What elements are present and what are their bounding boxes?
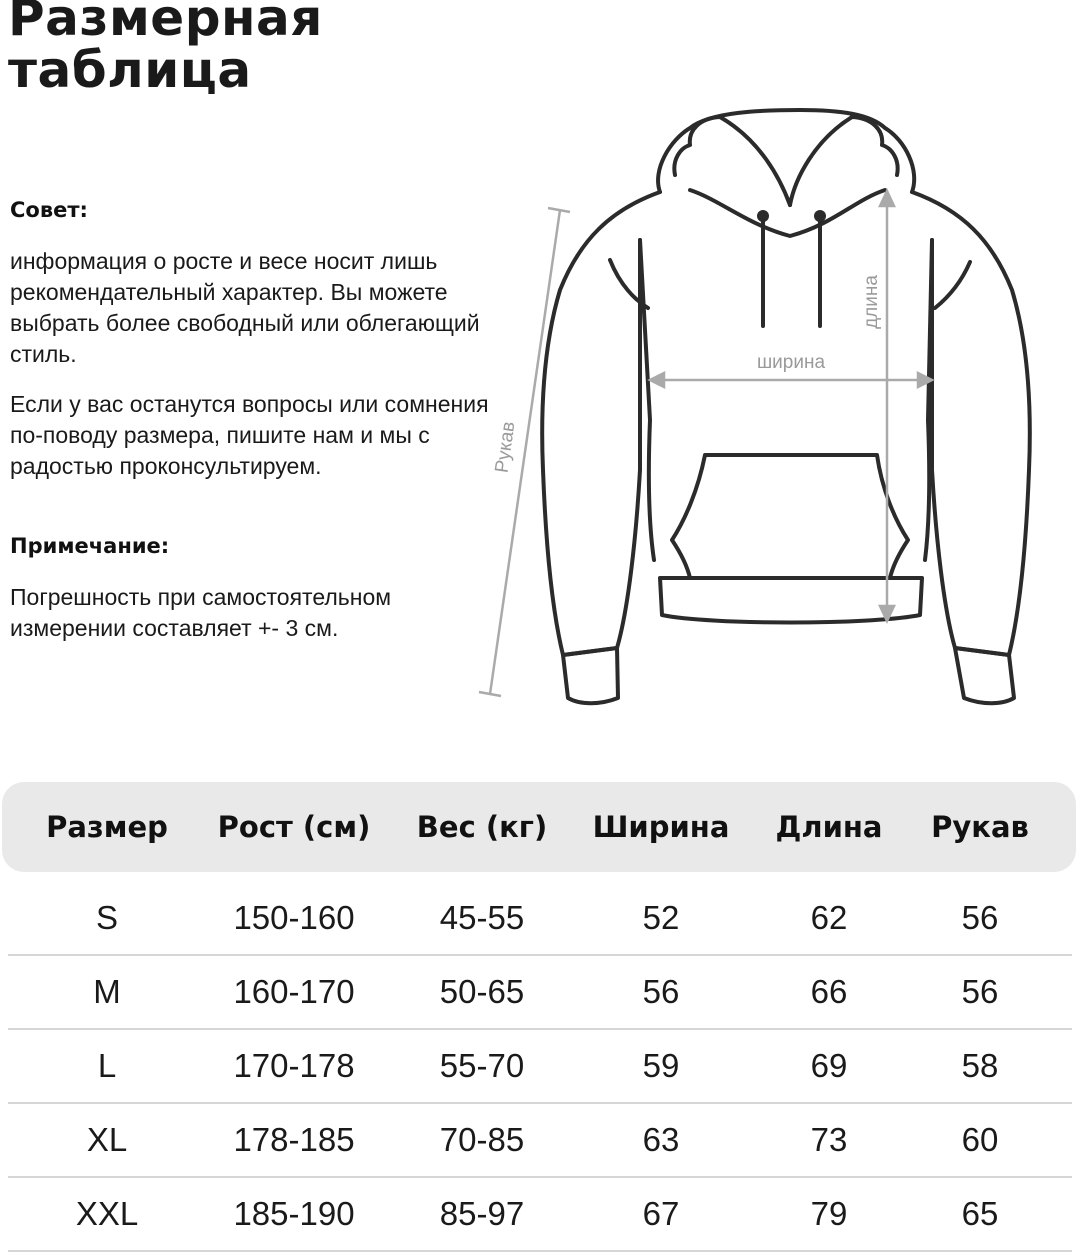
cell-length: 69: [810, 1047, 848, 1084]
cell-size: S: [95, 899, 118, 936]
table-row: [0, 881, 1080, 955]
table-row: [0, 1103, 1080, 1177]
cell-size: XXL: [75, 1195, 139, 1232]
waistband: [660, 578, 922, 623]
header-weight: Вес (кг): [416, 810, 548, 844]
header-length: Длина: [775, 810, 883, 844]
sleeve-label: Рукав: [491, 420, 520, 475]
header-sleeve: Рукав: [931, 810, 1029, 844]
advice-paragraph-2: Если у вас останутся вопросы или сомнения по-поводу размера, пишите нам и мы с радостью проконсультируем.: [10, 391, 489, 479]
cell-width: 63: [642, 1121, 680, 1158]
cell-sleeve: 60: [961, 1121, 999, 1158]
table-row: [0, 1029, 1080, 1103]
note-heading: Примечание:: [10, 534, 170, 558]
cell-width: 67: [642, 1195, 680, 1232]
cell-weight: 55-70: [439, 1047, 525, 1084]
hoodie-diagram: [470, 100, 1080, 720]
advice-heading: Совет:: [10, 198, 88, 222]
cell-size: L: [97, 1047, 117, 1084]
page-title: [8, 0, 323, 99]
header-height: Рост (см): [217, 810, 371, 844]
cell-sleeve: 56: [961, 973, 999, 1010]
title-line-1: Размерная: [8, 0, 323, 47]
cell-height: 160-170: [233, 973, 355, 1010]
note-paragraph: Погрешность при самостоятельном измерении составляет +- 3 см.: [10, 584, 392, 641]
title-line-2: таблица: [8, 41, 252, 99]
width-label: ширина: [756, 352, 826, 373]
cell-width: 59: [642, 1047, 680, 1084]
cell-weight: 50-65: [439, 973, 525, 1010]
header-width: Ширина: [592, 810, 730, 844]
cell-height: 150-160: [233, 899, 355, 936]
cell-height: 178-185: [233, 1121, 355, 1158]
cell-height: 170-178: [233, 1047, 355, 1084]
cell-sleeve: 65: [961, 1195, 999, 1232]
left-cuff: [563, 648, 618, 703]
cell-size: M: [93, 973, 121, 1010]
cell-sleeve: 56: [961, 899, 999, 936]
advice-paragraph-1: информация о росте и весе носит лишь рекомендательный характер. Вы можете выбрать более свободный или облегающий стиль.: [10, 248, 480, 367]
cell-width: 52: [642, 899, 680, 936]
cell-sleeve: 58: [961, 1047, 999, 1084]
cell-weight: 85-97: [439, 1195, 525, 1232]
table-row: [0, 1177, 1080, 1251]
cell-width: 56: [642, 973, 680, 1010]
hood-outline: [658, 110, 914, 192]
table-row: [0, 955, 1080, 1029]
cell-length: 62: [810, 899, 848, 936]
kangaroo-pocket: [672, 455, 908, 578]
cell-size: XL: [86, 1121, 128, 1158]
cell-weight: 70-85: [439, 1121, 525, 1158]
header-size: Размер: [46, 810, 168, 844]
cell-height: 185-190: [233, 1195, 355, 1232]
cell-length: 79: [810, 1195, 848, 1232]
length-label: длина: [861, 275, 882, 329]
right-cuff: [955, 648, 1014, 703]
cell-weight: 45-55: [439, 899, 525, 936]
cell-length: 66: [810, 973, 848, 1010]
row-divider: [8, 1250, 1072, 1252]
cell-length: 73: [810, 1121, 848, 1158]
